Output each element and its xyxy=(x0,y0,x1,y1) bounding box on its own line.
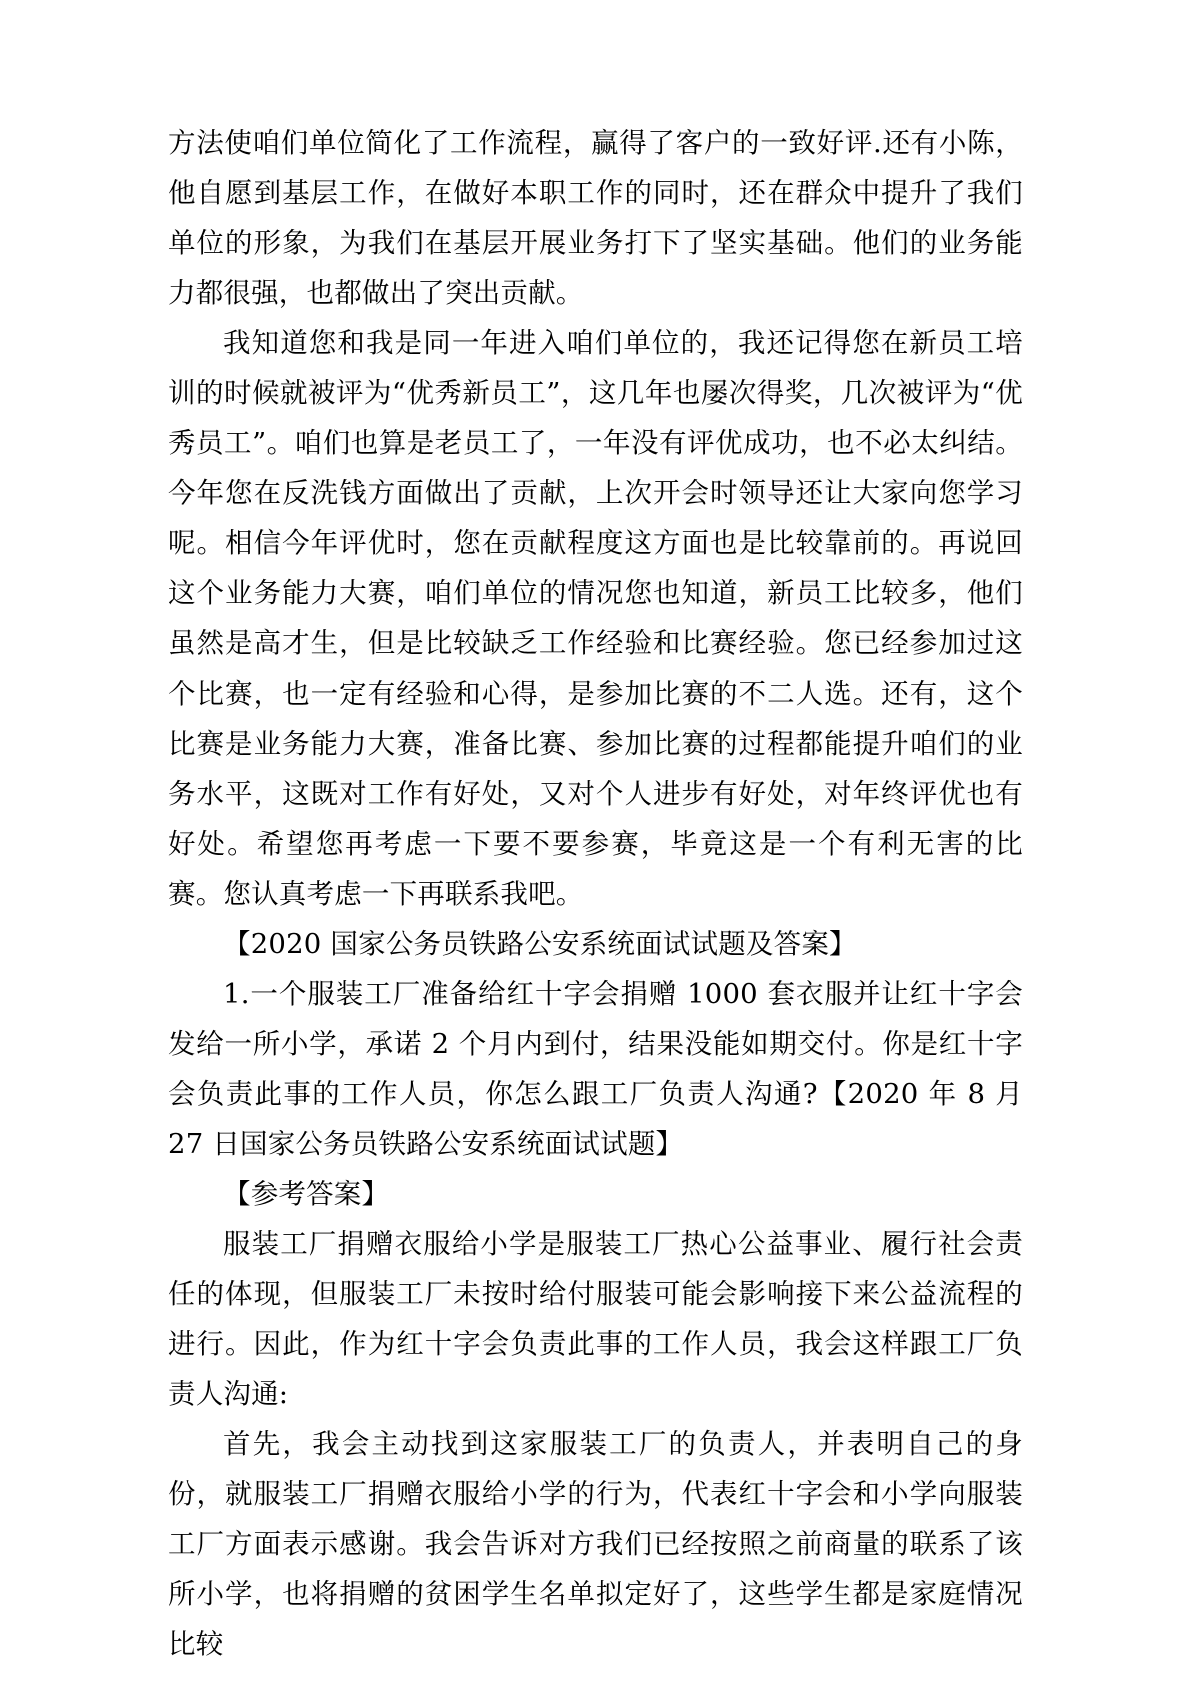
paragraph-answer-intro: 服装工厂捐赠衣服给小学是服装工厂热心公益事业、履行社会责任的体现，但服装工厂未按时给付服装可能会影响接下来公益流程的进行。因此，作为红十字会负责此事的工作人员，我会这样跟工厂负责人沟通: xyxy=(168,1228,1023,1411)
paragraph-2: 我知道您和我是同一年进入咱们单位的，我还记得您在新员工培训的时候就被评为“优秀新员工”，这几年也屡次得奖，几次被评为“优秀员工”。咱们也算是老员工了，一年没有评优成功，也不必太纠结。今年您在反洗钱方面做出了贡献，上次开会时领导还让大家向您学习呢。相信今年评优时，您在贡献程度这方面也是比较靠前的。再说回这个业务能力大赛，咱们单位的情况您也知道，新员工比较多，他们虽然是高才生，但是比较缺乏工作经验和比赛经验。您已经参加过这个比赛，也一定有经验和心得，是参加比赛的不二人选。还有，这个比赛是业务能力大赛，准备比赛、参加比赛的过程都能提升咱们的业务水平，这既对工作有好处，又对个人进步有好处，对年终评优也有好处。希望您再考虑一下要不要参赛，毕竟这是一个有利无害的比赛。您认真考虑一下再联系我吧。 xyxy=(168,327,1023,910)
paragraph-answer-first-step: 首先，我会主动找到这家服装工厂的负责人，并表明自己的身份，就服装工厂捐赠衣服给小学的行为，代表红十字会和小学向服装工厂方面表示感谢。我会告诉对方我们已经按照之前商量的联系了该所小学，也将捐赠的贫困学生名单拟定好了，这些学生都是家庭情况比较 xyxy=(168,1428,1023,1661)
paragraph-1: 方法使咱们单位简化了工作流程，赢得了客户的一致好评.还有小陈，他自愿到基层工作，在做好本职工作的同时，还在群众中提升了我们单位的形象，为我们在基层开展业务打下了坚实基础。他们的业务能力都很强，也都做出了突出贡献。 xyxy=(168,127,1023,310)
section-heading-exam: 【2020 国家公务员铁路公安系统面试试题及答案】 xyxy=(223,927,857,960)
document-body xyxy=(168,118,1023,1669)
section-heading-answer: 【参考答案】 xyxy=(223,1177,390,1210)
paragraph-question-1: 1.一个服装工厂准备给红十字会捐赠 1000 套衣服并让红十字会发给一所小学，承诺 2 个月内到付，结果没能如期交付。你是红十字会负责此事的工作人员，你怎么跟工厂负责人沟通?【2020 年 8 月 27 日国家公务员铁路公安系统面试试题】 xyxy=(168,977,1023,1160)
